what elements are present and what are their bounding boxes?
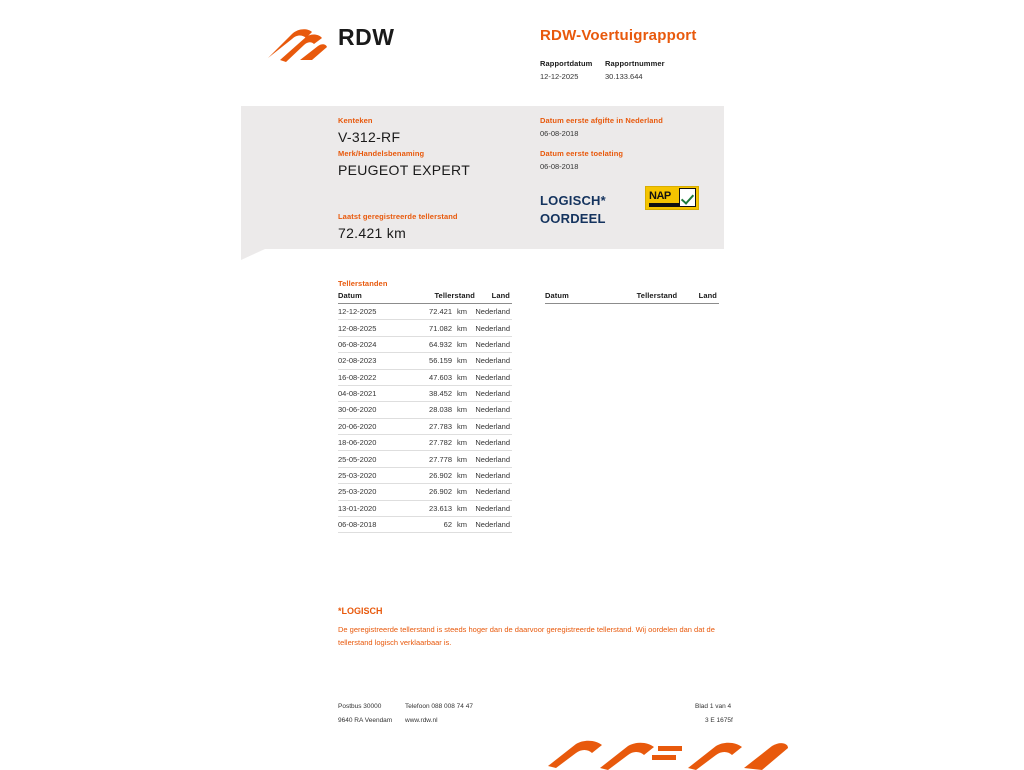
cell-land: Nederland: [475, 467, 512, 483]
cell-tellerstand: 26.902: [400, 484, 455, 500]
table-row: [338, 320, 512, 336]
nap-badge-icon: [645, 186, 699, 210]
cell-datum: 30-06-2020: [338, 402, 400, 418]
cell-datum: 06-08-2018: [338, 516, 400, 532]
rdw-arrow-logo-icon: [266, 28, 328, 64]
footer-address-line-1: Postbus 30000: [338, 703, 382, 710]
cell-land: Nederland: [475, 336, 512, 352]
cell-land: Nederland: [475, 435, 512, 451]
cell-datum: 20-06-2020: [338, 418, 400, 434]
check-icon: [679, 188, 696, 207]
cell-land: Nederland: [475, 385, 512, 401]
cell-datum: 25-03-2020: [338, 467, 400, 483]
cell-land: Nederland: [475, 500, 512, 516]
cell-tellerstand: 26.902: [400, 467, 455, 483]
cell-datum: 25-05-2020: [338, 451, 400, 467]
cell-datum: 25-03-2020: [338, 484, 400, 500]
eerste-afgifte-value: 06-08-2018: [540, 129, 579, 138]
table-row: [338, 435, 512, 451]
cell-unit: km: [455, 418, 475, 434]
rdw-footer-graphic-icon: [548, 740, 788, 770]
col-datum-right: Datum: [545, 291, 594, 304]
cell-tellerstand: 47.603: [400, 369, 455, 385]
note-body: De geregistreerde tellerstand is steeds hoger dan de daarvoor geregistreerde tellerstand. Wij oordelen dan dat de tellerstand logisch verklaarbaar is.: [338, 625, 715, 648]
col-datum: Datum: [338, 291, 400, 304]
cell-unit: km: [455, 484, 475, 500]
cell-tellerstand: 38.452: [400, 385, 455, 401]
readings-rows: [338, 304, 512, 533]
cell-datum: 12-12-2025: [338, 304, 400, 320]
eerste-toelating-field: [540, 149, 623, 171]
readings-title: Tellerstanden: [338, 279, 388, 288]
kenteken-label: Kenteken: [338, 116, 373, 125]
footer-website[interactable]: www.rdw.nl: [405, 717, 438, 724]
cell-unit: km: [455, 320, 475, 336]
laatste-tellerstand-value: 72.421 km: [338, 225, 407, 241]
brand-name: RDW: [338, 24, 395, 50]
col-land: Land: [475, 291, 512, 304]
kenteken-value: V-312-RF: [338, 129, 401, 145]
cell-datum: 04-08-2021: [338, 385, 400, 401]
table-header-row: [338, 291, 512, 304]
report-date: [540, 59, 592, 81]
cell-unit: km: [455, 467, 475, 483]
kenteken-field: [338, 116, 400, 145]
note-title-text: LOGISCH: [341, 606, 383, 616]
cell-land: Nederland: [475, 353, 512, 369]
table-row: [338, 451, 512, 467]
cell-unit: km: [455, 304, 475, 320]
col-tellerstand-right: Tellerstand: [594, 291, 677, 304]
verdict-line-1: LOGISCH*: [540, 193, 606, 208]
table-row: [338, 304, 512, 320]
nap-badge-bar: [649, 203, 679, 207]
cell-datum: 06-08-2024: [338, 336, 400, 352]
footer-form-code: 3 E 1675f: [705, 717, 733, 724]
page-title: RDW-Voertuigrapport: [540, 27, 697, 44]
cell-tellerstand: 64.932: [400, 336, 455, 352]
cell-tellerstand: 27.783: [400, 418, 455, 434]
table-row: [338, 500, 512, 516]
cell-land: Nederland: [475, 304, 512, 320]
nap-badge-label: NAP: [649, 190, 671, 202]
report-number-label: Rapportnummer: [605, 59, 665, 68]
report-date-value: 12-12-2025: [540, 72, 579, 81]
cell-tellerstand: 27.782: [400, 435, 455, 451]
table-row: [338, 516, 512, 532]
cell-tellerstand: 23.613: [400, 500, 455, 516]
table-row: [338, 467, 512, 483]
verdict-line-2: OORDEEL: [540, 210, 606, 226]
cell-tellerstand: 62: [400, 516, 455, 532]
table-row: [338, 402, 512, 418]
cell-land: Nederland: [475, 402, 512, 418]
eerste-toelating-label: Datum eerste toelating: [540, 149, 624, 158]
table-row: [338, 484, 512, 500]
cell-unit: km: [455, 385, 475, 401]
cell-unit: km: [455, 336, 475, 352]
col-land-right: Land: [677, 291, 719, 304]
merk-value: PEUGEOT EXPERT: [338, 162, 471, 178]
table-row: [338, 353, 512, 369]
eerste-afgifte-label: Datum eerste afgifte in Nederland: [540, 116, 663, 125]
cell-land: Nederland: [475, 418, 512, 434]
merk-field: [338, 149, 470, 178]
verdict-block: [540, 192, 606, 227]
table-header-row-right: [545, 291, 719, 304]
cell-unit: km: [455, 516, 475, 532]
cell-unit: km: [455, 435, 475, 451]
cell-tellerstand: 28.038: [400, 402, 455, 418]
cell-unit: km: [455, 369, 475, 385]
footer-page-number: Blad 1 van 4: [695, 703, 732, 710]
readings-table-right: [545, 291, 719, 304]
cell-unit: km: [455, 402, 475, 418]
cell-tellerstand: 27.778: [400, 451, 455, 467]
footer-phone: Telefoon 088 008 74 47: [405, 703, 473, 710]
cell-unit: km: [455, 353, 475, 369]
table-row: [338, 385, 512, 401]
cell-tellerstand: 56.159: [400, 353, 455, 369]
panel-notch: [241, 249, 265, 260]
cell-land: Nederland: [475, 369, 512, 385]
report-number-value: 30.133.644: [605, 72, 643, 81]
cell-tellerstand: 71.082: [400, 320, 455, 336]
cell-tellerstand: 72.421: [400, 304, 455, 320]
laatste-tellerstand-field: [338, 212, 458, 241]
cell-datum: 02-08-2023: [338, 353, 400, 369]
note-star: *: [338, 606, 342, 616]
cell-land: Nederland: [475, 516, 512, 532]
eerste-toelating-value: 06-08-2018: [540, 162, 579, 171]
cell-datum: 12-08-2025: [338, 320, 400, 336]
cell-land: Nederland: [475, 320, 512, 336]
merk-label: Merk/Handelsbenaming: [338, 149, 425, 158]
cell-unit: km: [455, 451, 475, 467]
cell-datum: 13-01-2020: [338, 500, 400, 516]
cell-datum: 18-06-2020: [338, 435, 400, 451]
cell-land: Nederland: [475, 484, 512, 500]
cell-datum: 16-08-2022: [338, 369, 400, 385]
footer-address-line-2: 9640 RA Veendam: [338, 717, 393, 724]
cell-land: Nederland: [475, 451, 512, 467]
report-number: [605, 59, 665, 81]
note-title: [338, 606, 383, 616]
report-date-label: Rapportdatum: [540, 59, 593, 68]
eerste-afgifte-field: [540, 116, 663, 138]
table-row: [338, 369, 512, 385]
laatste-tellerstand-label: Laatst geregistreerde tellerstand: [338, 212, 458, 221]
table-row: [338, 336, 512, 352]
readings-table: [338, 291, 512, 533]
table-row: [338, 418, 512, 434]
cell-unit: km: [455, 500, 475, 516]
col-tellerstand: Tellerstand: [400, 291, 475, 304]
